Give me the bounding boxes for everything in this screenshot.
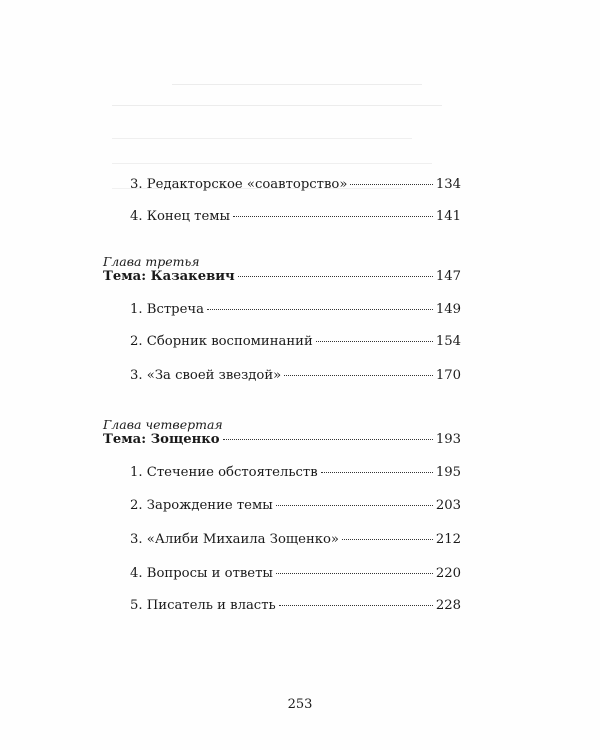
toc-entry[interactable] bbox=[130, 498, 461, 514]
toc-entry[interactable] bbox=[130, 209, 461, 225]
chapter-heading-title: Тема: Зощенко bbox=[103, 432, 220, 447]
chapter-label: Глава третья bbox=[103, 254, 200, 269]
toc-entry-page: 195 bbox=[435, 465, 461, 480]
dot-leader bbox=[276, 505, 433, 506]
toc-entry[interactable] bbox=[130, 465, 461, 481]
toc-entry-page: 141 bbox=[435, 209, 461, 224]
dot-leader bbox=[279, 605, 433, 606]
dot-leader bbox=[342, 539, 433, 540]
toc-entry-title: 2. Сборник воспоминаний bbox=[130, 334, 313, 349]
chapter-heading-page: 147 bbox=[435, 269, 461, 284]
page-number: 253 bbox=[287, 697, 313, 712]
toc-entry-title: 1. Встреча bbox=[130, 302, 204, 317]
dot-leader bbox=[207, 309, 433, 310]
toc-entry[interactable] bbox=[130, 532, 461, 548]
toc-entry[interactable] bbox=[130, 566, 461, 582]
toc-entry[interactable] bbox=[130, 598, 461, 614]
toc-entry-title: 3. «Алиби Михаила Зощенко» bbox=[130, 532, 339, 547]
toc-entry-title: 3. «За своей звездой» bbox=[130, 368, 282, 383]
chapter-heading-page: 193 bbox=[435, 432, 461, 447]
chapter-heading-title: Тема: Казакевич bbox=[103, 269, 235, 284]
toc-entry[interactable] bbox=[130, 302, 461, 318]
toc-entry-title: 4. Вопросы и ответы bbox=[130, 566, 273, 581]
dot-leader bbox=[350, 184, 432, 185]
toc-entry-page: 220 bbox=[435, 566, 461, 581]
dot-leader bbox=[276, 573, 433, 574]
chapter-label: Глава четвертая bbox=[103, 417, 223, 432]
chapter-heading[interactable] bbox=[103, 432, 461, 448]
chapter-heading[interactable] bbox=[103, 269, 461, 285]
toc-entry[interactable] bbox=[130, 334, 461, 350]
toc-entry-title: 2. Зарождение темы bbox=[130, 498, 273, 513]
dot-leader bbox=[284, 375, 433, 376]
toc-entry-page: 170 bbox=[435, 368, 461, 383]
toc-entry-page: 154 bbox=[435, 334, 461, 349]
toc-entry-page: 228 bbox=[435, 598, 461, 613]
toc-entry-page: 134 bbox=[435, 177, 461, 192]
toc-entry-title: 3. Редакторское «соавторство» bbox=[130, 177, 348, 192]
toc-entry-title: 1. Стечение обстоятельств bbox=[130, 465, 318, 480]
toc-entry-page: 149 bbox=[435, 302, 461, 317]
toc-entry-page: 212 bbox=[435, 532, 461, 547]
toc-entry-title: 5. Писатель и власть bbox=[130, 598, 276, 613]
dot-leader bbox=[321, 472, 433, 473]
toc-entry-page: 203 bbox=[435, 498, 461, 513]
dot-leader bbox=[238, 276, 433, 277]
dot-leader bbox=[223, 439, 433, 440]
dot-leader bbox=[233, 216, 433, 217]
toc-entry[interactable] bbox=[130, 177, 461, 193]
toc-entry-title: 4. Конец темы bbox=[130, 209, 231, 224]
dot-leader bbox=[316, 341, 433, 342]
toc-entry[interactable] bbox=[130, 368, 461, 384]
